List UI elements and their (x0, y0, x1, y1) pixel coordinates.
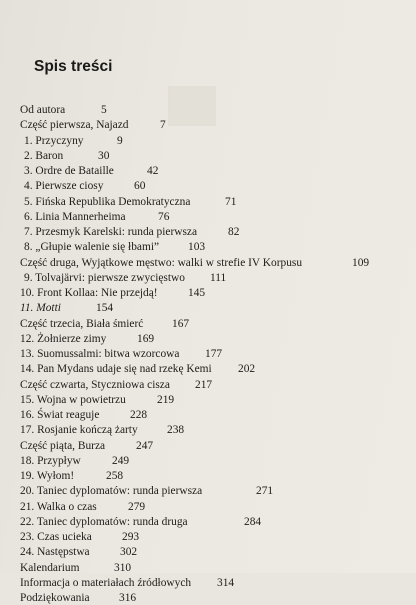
toc-entry-title: Od autora (20, 104, 66, 116)
toc-entry (0, 332, 416, 346)
toc-entry-title: 6. Linia Mannerheima (24, 210, 126, 223)
toc-entry (0, 484, 416, 498)
toc-entry-page: 7 (160, 119, 166, 132)
toc-entry-title: 22. Taniec dyplomatów: runda druga (20, 515, 188, 528)
toc-entry (0, 515, 416, 529)
toc-entry (0, 103, 416, 117)
toc-entry-title: Część pierwsza, Najazd (20, 119, 129, 132)
toc-entry-title: 13. Suomussalmi: bitwa wzorcowa (20, 348, 180, 360)
toc-entry (0, 530, 416, 544)
toc-entry (0, 378, 416, 392)
toc-entry-page: 5 (101, 104, 107, 116)
toc-entry-page: 167 (172, 317, 190, 330)
toc-entry-title: 14. Pan Mydans udaje się nad rzekę Kemi (20, 363, 212, 376)
toc-entry-page: 219 (157, 393, 175, 406)
toc-entry (0, 393, 416, 407)
toc-entry-title: 7. Przesmyk Karelski: runda pierwsza (24, 226, 198, 238)
toc-entry-page: 284 (244, 515, 262, 528)
toc-entry-title: 16. Świat reaguje (20, 409, 100, 421)
toc-entry (0, 301, 416, 315)
toc-entry-page: 271 (256, 485, 274, 498)
toc-entry-title: Część czwarta, Styczniowa cisza (20, 378, 170, 391)
toc-entry-page: 82 (228, 226, 240, 238)
toc-entry-title: 23. Czas ucieka (20, 531, 92, 543)
toc-entry-title: 1. Przyczyny (24, 134, 84, 147)
toc-entry-title: 18. Przypływ (20, 454, 81, 467)
page-title: Spis treści (34, 58, 113, 75)
toc-entry (0, 240, 416, 254)
toc-entry-page: 249 (112, 454, 130, 467)
toc-entry-page: 169 (137, 332, 155, 345)
toc-entry (0, 149, 416, 163)
toc-entry-page: 310 (114, 561, 132, 574)
toc-entry-page: 302 (120, 546, 138, 559)
toc-entry-page: 71 (225, 195, 237, 208)
toc-entry-page: 293 (122, 531, 140, 543)
toc-entry-page: 202 (238, 363, 256, 376)
toc-entry-title: Kalendarium (20, 561, 80, 574)
toc-entry-page: 258 (106, 470, 124, 482)
toc-entry-page: 76 (158, 210, 170, 223)
toc-entry-title: 4. Pierwsze ciosy (24, 180, 104, 193)
toc-entry (0, 286, 416, 300)
toc-entry-page: 228 (130, 409, 148, 421)
toc-entry (0, 271, 416, 285)
toc-entry-title: 19. Wyłom! (20, 470, 75, 482)
toc-entry-page: 314 (217, 576, 235, 589)
toc-entry-title: Część piąta, Burza (20, 439, 106, 452)
toc-entry-page: 316 (119, 592, 137, 604)
toc-entry-title: 8. „Głupie walenie się łbami” (24, 241, 160, 254)
toc-entry (0, 561, 416, 575)
toc-entry-page: 30 (98, 149, 110, 162)
toc-entry-page: 154 (96, 302, 114, 315)
toc-entry-page: 238 (167, 424, 185, 437)
toc-entry (0, 164, 416, 178)
toc-entry (0, 179, 416, 193)
toc-entry-title: Część trzecia, Biała śmierć (20, 317, 144, 330)
toc-entry (0, 118, 416, 132)
toc-entry-page: 177 (205, 348, 223, 360)
toc-entry (0, 362, 416, 376)
toc-entry (0, 591, 416, 605)
toc-entry (0, 439, 416, 453)
toc-entry (0, 347, 416, 361)
toc-entry-page: 109 (352, 256, 370, 269)
toc-entry-title: 5. Fińska Republika Demokratyczna (24, 195, 191, 208)
toc-entry-title: 12. Żołnierze zimy (20, 332, 107, 345)
toc-entry-title: 20. Taniec dyplomatów: runda pierwsza (20, 485, 203, 498)
toc-entry (0, 317, 416, 331)
toc-entry-title: 10. Front Kollaa: Nie przejdą! (20, 287, 158, 299)
toc-entry-page: 60 (134, 180, 146, 193)
toc-entry-page: 111 (210, 271, 227, 284)
toc-entry-page: 103 (188, 241, 206, 254)
toc-entry-page: 145 (188, 287, 206, 299)
toc-entry (0, 210, 416, 224)
toc-entry (0, 408, 416, 422)
toc-entry-title: 15. Wojna w powietrzu (20, 393, 126, 406)
toc-entry-title: Podziękowania (20, 592, 90, 604)
toc-entry-title: 21. Walka o czas (20, 500, 97, 513)
toc-entry-title: 2. Baron (24, 149, 64, 162)
toc-entry-title: Część druga, Wyjątkowe męstwo: walki w strefie IV Korpusu (20, 256, 303, 269)
toc-entry-title: Informacja o materiałach źródłowych (20, 576, 192, 589)
toc-entry (0, 195, 416, 209)
toc-entry-title: 11. Motti (20, 302, 61, 315)
toc-entry-page: 9 (117, 134, 123, 147)
toc-entry (0, 225, 416, 239)
toc-entry (0, 454, 416, 468)
toc-entry-title: 17. Rosjanie kończą żarty (20, 424, 138, 437)
toc-entry (0, 423, 416, 437)
toc-entry-title: 3. Ordre de Bataille (24, 165, 114, 177)
toc-entry-title: 9. Tolvajärvi: pierwsze zwycięstwo (24, 271, 185, 284)
toc-entry (0, 256, 416, 270)
toc-entry (0, 576, 416, 590)
toc-entry-page: 217 (195, 378, 213, 391)
toc-entry-page: 247 (136, 439, 154, 452)
toc-entry (0, 500, 416, 514)
toc-entry (0, 134, 416, 148)
toc-entry (0, 469, 416, 483)
toc-entry-title: 24. Następstwa (20, 546, 90, 559)
toc-entry-page: 42 (147, 165, 159, 177)
toc-entry (0, 545, 416, 559)
toc-entry-page: 279 (128, 500, 146, 513)
